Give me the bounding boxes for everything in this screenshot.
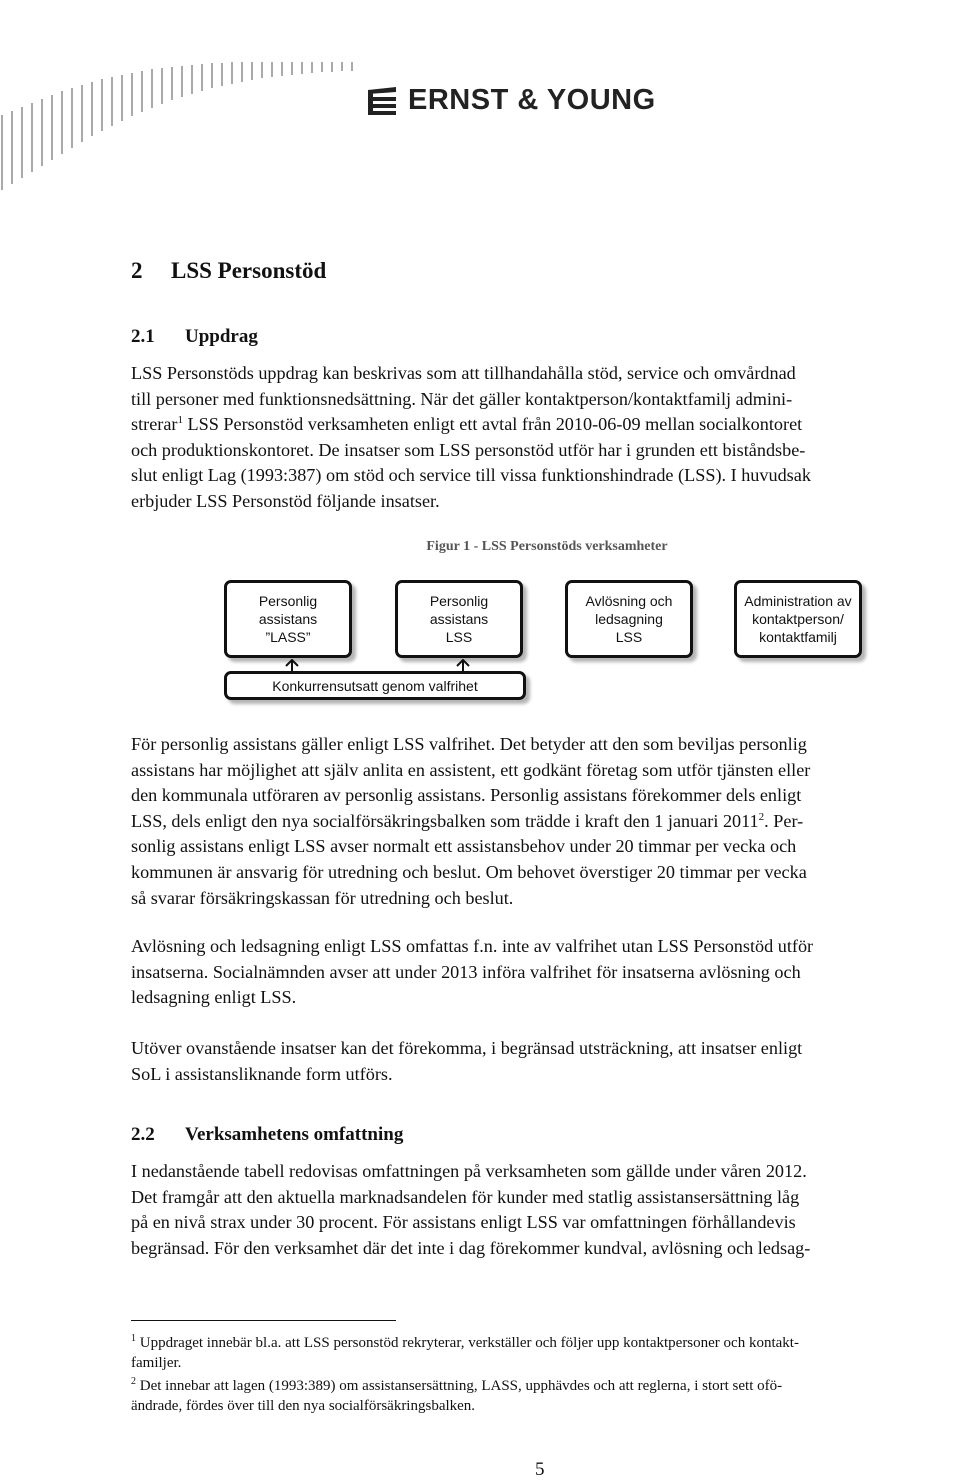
subsection-number: 2.2 <box>131 1124 155 1145</box>
text-line <box>131 1376 951 1396</box>
text-line: I nedanstående tabell redovisas omfattningen på verksamheten som gällde under våren 2012. <box>131 1161 807 1181</box>
text-line: erbjuder LSS Personstöd följande insatser. <box>131 490 440 511</box>
figure-caption: Figur 1 - LSS Personstöds verksamheter <box>426 539 668 554</box>
figure-box-administration: Administration av kontaktperson/ kontaktfamilj <box>734 580 862 658</box>
section-heading <box>131 258 326 284</box>
text-line: För personlig assistans gäller enligt LSS valfrihet. Det betyder att den som beviljas personlig <box>131 734 807 754</box>
text-line: familjer. <box>131 1355 182 1371</box>
paragraph-omfattning <box>131 1159 960 1261</box>
text-line <box>131 809 960 835</box>
footnote-ref-2[interactable]: 2 <box>758 810 765 823</box>
text-line: LSS Personstöds uppdrag kan beskrivas som att tillhandahålla stöd, service och omvårdnad <box>131 363 796 383</box>
text-line: den kommunala utföraren av personlig assistans. Personlig assistans förekommer dels enligt <box>131 785 802 806</box>
text-line: och produktionskontoret. De insatser som LSS personstöd utför har i grunden ett biståndsbe- <box>131 439 806 460</box>
text-span: Uppdraget innebär bl.a. att LSS personstöd rekryterar, verkställer och följer upp kontaktpersoner och kontakt- <box>136 1335 799 1351</box>
figure-box-personlig-assistans-lss: Personlig assistans LSS <box>395 580 523 658</box>
text-line: ändrade, fördes över till den nya socialförsäkringsbalken. <box>131 1398 476 1414</box>
footnote-number: 2 <box>131 1376 136 1387</box>
text-span: LSS Personstöd verksamheten enligt ett avtal från 2010-06-09 mellan socialkontoret <box>182 414 803 435</box>
figure-box-avlosning-ledsagning: Avlösning och ledsagning LSS <box>565 580 693 658</box>
text-line: Det framgår att den aktuella marknadsandelen för kunder med statlig assistansersättning låg <box>131 1186 800 1207</box>
paragraph-avlosning <box>131 934 960 1011</box>
ernst-young-logo <box>366 84 656 117</box>
text-span: strerar <box>131 414 178 435</box>
page-number: 5 <box>535 1459 545 1480</box>
paragraph-sol <box>131 1036 960 1087</box>
header-decoration <box>0 0 400 200</box>
paragraph-valfrihet <box>131 732 960 911</box>
subsection-title: Uppdrag <box>185 326 258 347</box>
paragraph-uppdrag <box>131 361 960 515</box>
ey-logo-icon <box>366 86 400 116</box>
text-line: sonlig assistans enligt LSS avser normalt ett assistansbehov under 20 timmar per vecka och <box>131 836 797 857</box>
text-span: LSS, dels enligt den nya socialförsäkringsbalken som trädde i kraft den 1 januari 2011 <box>131 810 759 831</box>
text-line: till personer med funktionsnedsättning. När det gäller kontaktperson/kontaktfamilj admini- <box>131 388 793 409</box>
section-title: LSS Personstöd <box>171 258 327 283</box>
text-line <box>131 412 960 438</box>
subsection-heading-uppdrag <box>131 326 258 348</box>
footnote-number: 1 <box>131 1333 136 1344</box>
text-line: ledsagning enligt LSS. <box>131 987 297 1008</box>
subsection-heading-omfattning <box>131 1124 403 1146</box>
section-number: 2 <box>131 258 143 283</box>
logo-text: ERNST & YOUNG <box>408 84 656 116</box>
text-span: . Per- <box>764 810 804 831</box>
footnote-divider <box>131 1320 396 1321</box>
text-line: så svarar försäkringskassan för utredning och beslut. <box>131 887 514 908</box>
subsection-title: Verksamhetens omfattning <box>185 1124 404 1145</box>
text-line: begränsad. För den verksamhet där det inte i dag förekommer kundval, avlösning och ledsag- <box>131 1237 811 1258</box>
text-line <box>131 1333 951 1353</box>
text-line: SoL i assistansliknande form utförs. <box>131 1063 393 1084</box>
figure-box-personlig-assistans-lass: Personlig assistans ”LASS” <box>224 580 352 658</box>
text-line: slut enligt Lag (1993:387) om stöd och service till vissa funktionshindrade (LSS). I huvudsak <box>131 465 811 486</box>
footnote-1 <box>131 1333 951 1373</box>
text-line: Utöver ovanstående insatser kan det förekomma, i begränsad utsträckning, att insatser enligt <box>131 1038 803 1058</box>
text-span: Det innebar att lagen (1993:389) om assistansersättning, LASS, upphävdes och att reglerna, i stort sett ofö- <box>136 1378 783 1394</box>
text-line: kommunen är ansvarig för utredning och beslut. Om behovet överstiger 20 timmar per vecka <box>131 861 807 882</box>
text-line: Avlösning och ledsagning enligt LSS omfattas f.n. inte av valfrihet utan LSS Personstöd utför <box>131 936 814 956</box>
text-line: på en nivå strax under 30 procent. För assistans enligt LSS var omfattningen förhållandevis <box>131 1212 796 1233</box>
text-line: assistans har möjlighet att själv anlita en assistent, ett godkänt företag som utför tjänsten eller <box>131 759 811 780</box>
footnote-ref-1[interactable]: 1 <box>177 414 183 427</box>
figure-bar-konkurrensutsatt: Konkurrensutsatt genom valfrihet <box>224 671 526 700</box>
text-line: insatserna. Socialnämnden avser att under 2013 införa valfrihet för insatserna avlösning och <box>131 961 801 982</box>
subsection-number: 2.1 <box>131 326 155 347</box>
footnote-2 <box>131 1376 951 1416</box>
